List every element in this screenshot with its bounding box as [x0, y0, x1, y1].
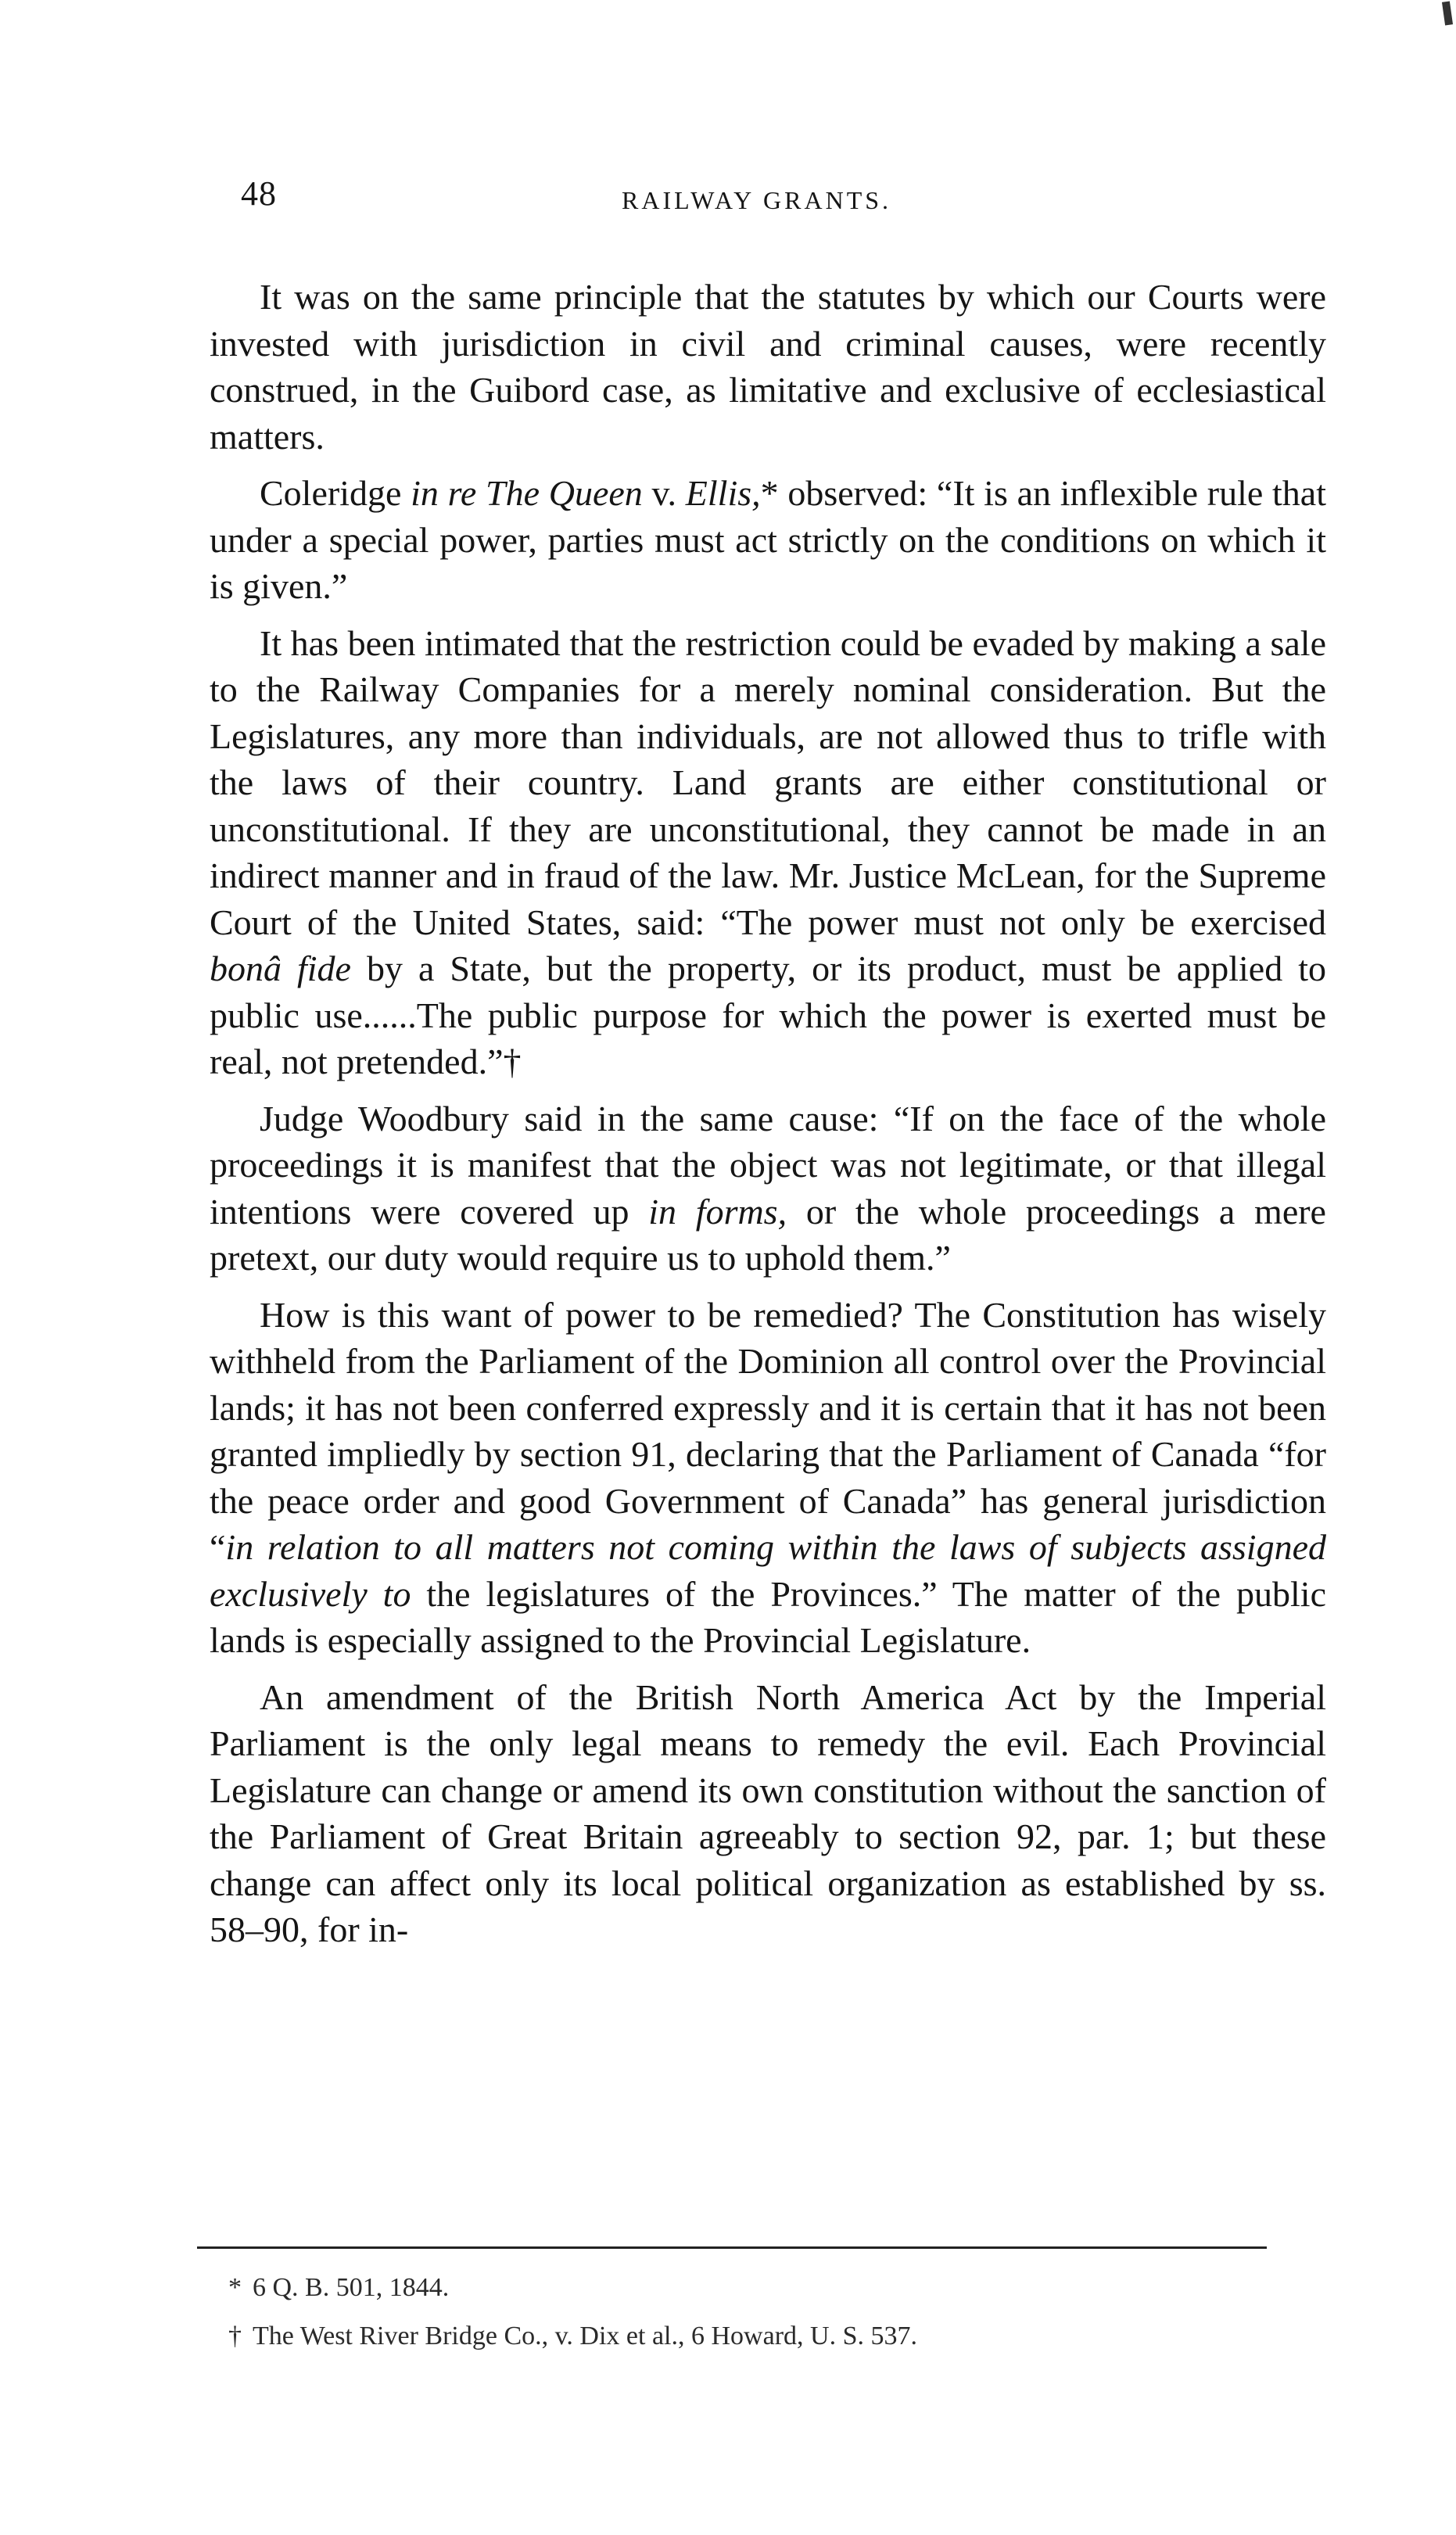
text-run: An amendment of the British North America Act by the Imperial Parliament is the only legal means to remedy the evil. Each Provincial Legislature can change or amend its own constitution without the sanction of the Parliament of Great Britain agreeably to section 92, par. 1; but these change can affect only its local political organization as established by ss. 58–90, for in-	[210, 1676, 1326, 1949]
text-run: Judge Woodbury said in the same cause: “If on the face of the whole proceedings it is manifest that the object was not legitimate, or that illegal intentions were covered up	[210, 1098, 1326, 1232]
text-run: It was on the same principle that the statutes by which our Courts were invested with jurisdiction in civil and criminal causes, were recently construed, in the Guibord case, as limitative and exclusive of ecclesiastical matters.	[210, 277, 1326, 457]
paragraph	[210, 470, 1326, 610]
text-run: the legislatures of the Provinces.” The matter of the public lands is especially assigned to the Provincial Legislature.	[210, 1573, 1326, 1660]
text-run: It has been intimated that the restriction could be evaded by making a sale to the Railway Companies for a merely nominal consideration. But the Legislatures, any more than individuals, are not allowed thus to trifle with the laws of their country. Land grants are either constitutional or unconstitutional. If they are unconstitutional, they cannot be made in an indirect manner and in fraud of the law. Mr. Justice McLean, for the Supreme Court of the United States, said: “The power must not only be exercised	[210, 622, 1326, 942]
text-run: or the whole proceedings a mere pretext, our duty would require us to uphold them.”	[210, 1191, 1326, 1278]
text-run: by a State, but the property, or its product, must be applied to public use......The public purpose for which the power is exerted must be real, not pretended.”†	[210, 948, 1326, 1081]
footnote-marker: *	[228, 2273, 242, 2302]
footnote-text: The West River Bridge Co., v. Dix et al., 6 Howard, U. S. 537.	[253, 2322, 917, 2350]
footnote-marker: †	[228, 2322, 242, 2350]
text-run: v.	[642, 473, 686, 513]
scan-corner-mark	[1442, 1, 1453, 25]
italic-text: in relation to all matters not coming within the laws of subjects assigned exclusively to	[210, 1527, 1326, 1614]
paragraph	[210, 1292, 1326, 1664]
footnotes	[228, 2264, 1284, 2361]
paragraph	[210, 274, 1326, 460]
footnote	[228, 2264, 1284, 2312]
footnote-text: 6 Q. B. 501, 1844.	[253, 2273, 450, 2302]
italic-text: Ellis,	[685, 473, 761, 513]
body-text	[210, 274, 1326, 1963]
italic-text: bonâ fide	[210, 948, 351, 988]
footnote-rule	[197, 2246, 1267, 2249]
text-run: How is this want of power to be remedied? The Constitution has wisely withheld from the Parliament of the Dominion all control over the Provincial lands; it has not been conferred expressly and it is certain that it has not been granted impliedly by section 91, declaring that the Parliament of Canada “for the peace order and good Government of Canada” has general jurisdiction “	[210, 1294, 1326, 1567]
text-run: Coleridge	[260, 473, 411, 513]
running-head: RAILWAY GRANTS.	[622, 186, 892, 214]
italic-text: in re The Queen	[411, 473, 643, 513]
paragraph	[210, 620, 1326, 1085]
italic-text: in forms,	[648, 1191, 787, 1232]
text-run: * observed: “It is an inflexible rule that under a special power, parties must act strictly on the conditions on which it is given.”	[210, 473, 1326, 606]
paragraph	[210, 1095, 1326, 1282]
page-number: 48	[241, 174, 277, 213]
footnote	[228, 2312, 1284, 2361]
paragraph	[210, 1674, 1326, 1953]
